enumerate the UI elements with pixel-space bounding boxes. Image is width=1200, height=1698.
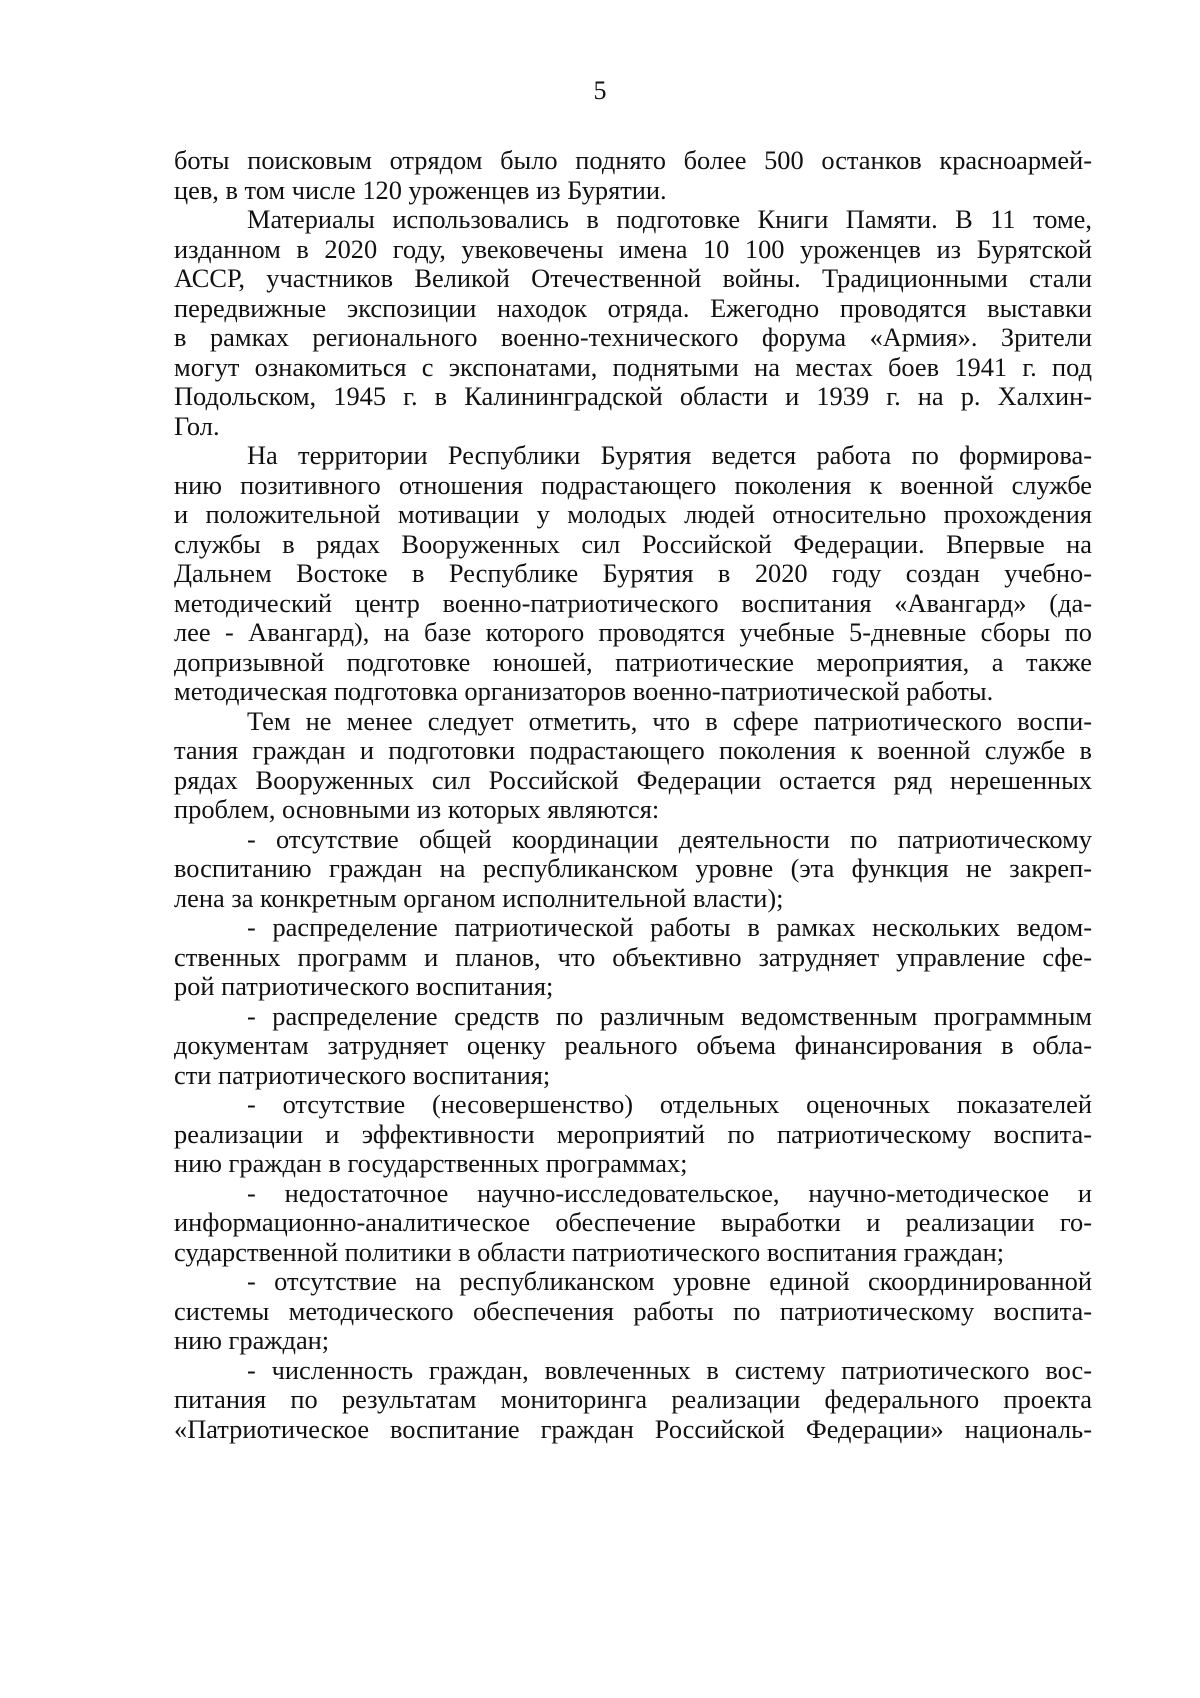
text-line: рядах Вооруженных сил Российской Федерации остается ряд нерешенных (174, 764, 1092, 795)
text-line: в рамках регионального военно-технического форума «Армия». Зрители (174, 322, 1092, 352)
text-line: документам затрудняет оценку реального объема финансирования в обла- (174, 1030, 1092, 1060)
list-item (174, 913, 1092, 1002)
text-line: рой патриотического воспитания; (174, 971, 554, 1001)
page-number: 5 (593, 76, 607, 105)
text-line: сти патриотического воспитания; (174, 1059, 551, 1090)
text-line: нию позитивного отношения подрастающего поколения к военной службе (174, 469, 1092, 500)
text-line: питания по результатам мониторинга реализации федерального проекта (174, 1384, 1092, 1414)
paragraph (174, 707, 1092, 825)
text-line: службы в рядах Вооруженных сил Российской Федерации. Впервые на (174, 528, 1092, 559)
text-line: - распределение патриотической работы в рамках нескольких ведом- (247, 912, 1092, 942)
list-item (174, 825, 1092, 914)
text-line: - недостаточное научно-исследовательское, научно-методическое и (247, 1177, 1092, 1208)
text-line: и положительной мотивации у молодых людей относительно прохождения (174, 499, 1092, 529)
text-line: воспитанию граждан на республиканском уровне (эта функция не закреп- (174, 853, 1092, 883)
list-item (174, 1002, 1092, 1091)
text-line: тания граждан и подготовки подрастающего поколения к военной службе в (174, 735, 1092, 765)
text-line: реализации и эффективности мероприятий по патриотическому воспита- (174, 1118, 1092, 1149)
text-line: лее - Авангард), на базе которого проводятся учебные 5-дневные сборы по (174, 617, 1092, 647)
text-line: АССР, участников Великой Отечественной войны. Традиционными стали (174, 263, 1092, 293)
text-line: - отсутствие на республиканском уровне единой скоординированной (247, 1266, 1092, 1296)
text-line: системы методического обеспечения работы по патриотическому воспита- (174, 1295, 1092, 1326)
text-line: нию граждан; (174, 1325, 330, 1355)
list-item (174, 1179, 1092, 1268)
text-line: Гол. (174, 410, 220, 441)
text-line: - распределение средств по различным ведомственным программным (247, 1000, 1092, 1031)
text-line: передвижные экспозиции находок отряда. Ежегодно проводятся выставки (174, 292, 1092, 323)
text-line: На территории Республики Бурятия ведется работа по формирова- (247, 440, 1092, 470)
text-line: Дальнем Востоке в Республике Бурятия в 2020 году создан учебно- (174, 558, 1092, 588)
text-line: боты поисковым отрядом было поднято более 500 останков красноармей- (174, 145, 1092, 175)
text-line: «Патриотическое воспитание граждан Российской Федерации» националь- (174, 1413, 1092, 1444)
paragraph (174, 205, 1092, 441)
text-line: Тем не менее следует отметить, что в сфере патриотического воспи- (247, 705, 1092, 736)
text-line: цев, в том числе 120 уроженцев из Бурятии. (174, 174, 667, 205)
list-item (174, 1090, 1092, 1179)
text-line: могут ознакомиться с экспонатами, поднятыми на местах боев 1941 г. под (174, 351, 1092, 382)
text-line: ственных программ и планов, что объективно затрудняет управление сфе- (174, 941, 1092, 972)
paragraph-continuation (174, 146, 1092, 205)
text-line: Материалы использовались в подготовке Книги Памяти. В 11 томе, (247, 204, 1092, 234)
text-line: методический центр военно-патриотического воспитания «Авангард» (да- (174, 587, 1092, 618)
list-item (174, 1267, 1092, 1356)
paragraph (174, 441, 1092, 707)
text-line: изданном в 2020 году, увековечены имена 10 100 уроженцев из Бурятской (174, 233, 1092, 264)
text-line: нию граждан в государственных программах; (174, 1148, 688, 1178)
text-line: лена за конкретным органом исполнительной власти); (174, 882, 784, 913)
text-line: методическая подготовка организаторов военно-патриотической работы. (174, 676, 994, 706)
text-line: информационно-аналитическое обеспечение выработки и реализации го- (174, 1207, 1092, 1237)
document-body (174, 146, 1092, 1444)
list-item (174, 1356, 1092, 1445)
text-line: - численность граждан, вовлеченных в систему патриотического вос- (247, 1354, 1092, 1385)
text-line: Подольском, 1945 г. в Калининградской области и 1939 г. на р. Халхин- (174, 381, 1092, 411)
text-line: - отсутствие (несовершенство) отдельных оценочных показателей (247, 1089, 1092, 1119)
text-line: проблем, основными из которых являются: (174, 794, 660, 824)
text-line: - отсутствие общей координации деятельности по патриотическому (247, 823, 1092, 854)
text-line: допризывной подготовке юношей, патриотические мероприятия, а также (174, 646, 1092, 677)
text-line: сударственной политики в области патриотического воспитания граждан; (174, 1236, 1005, 1267)
